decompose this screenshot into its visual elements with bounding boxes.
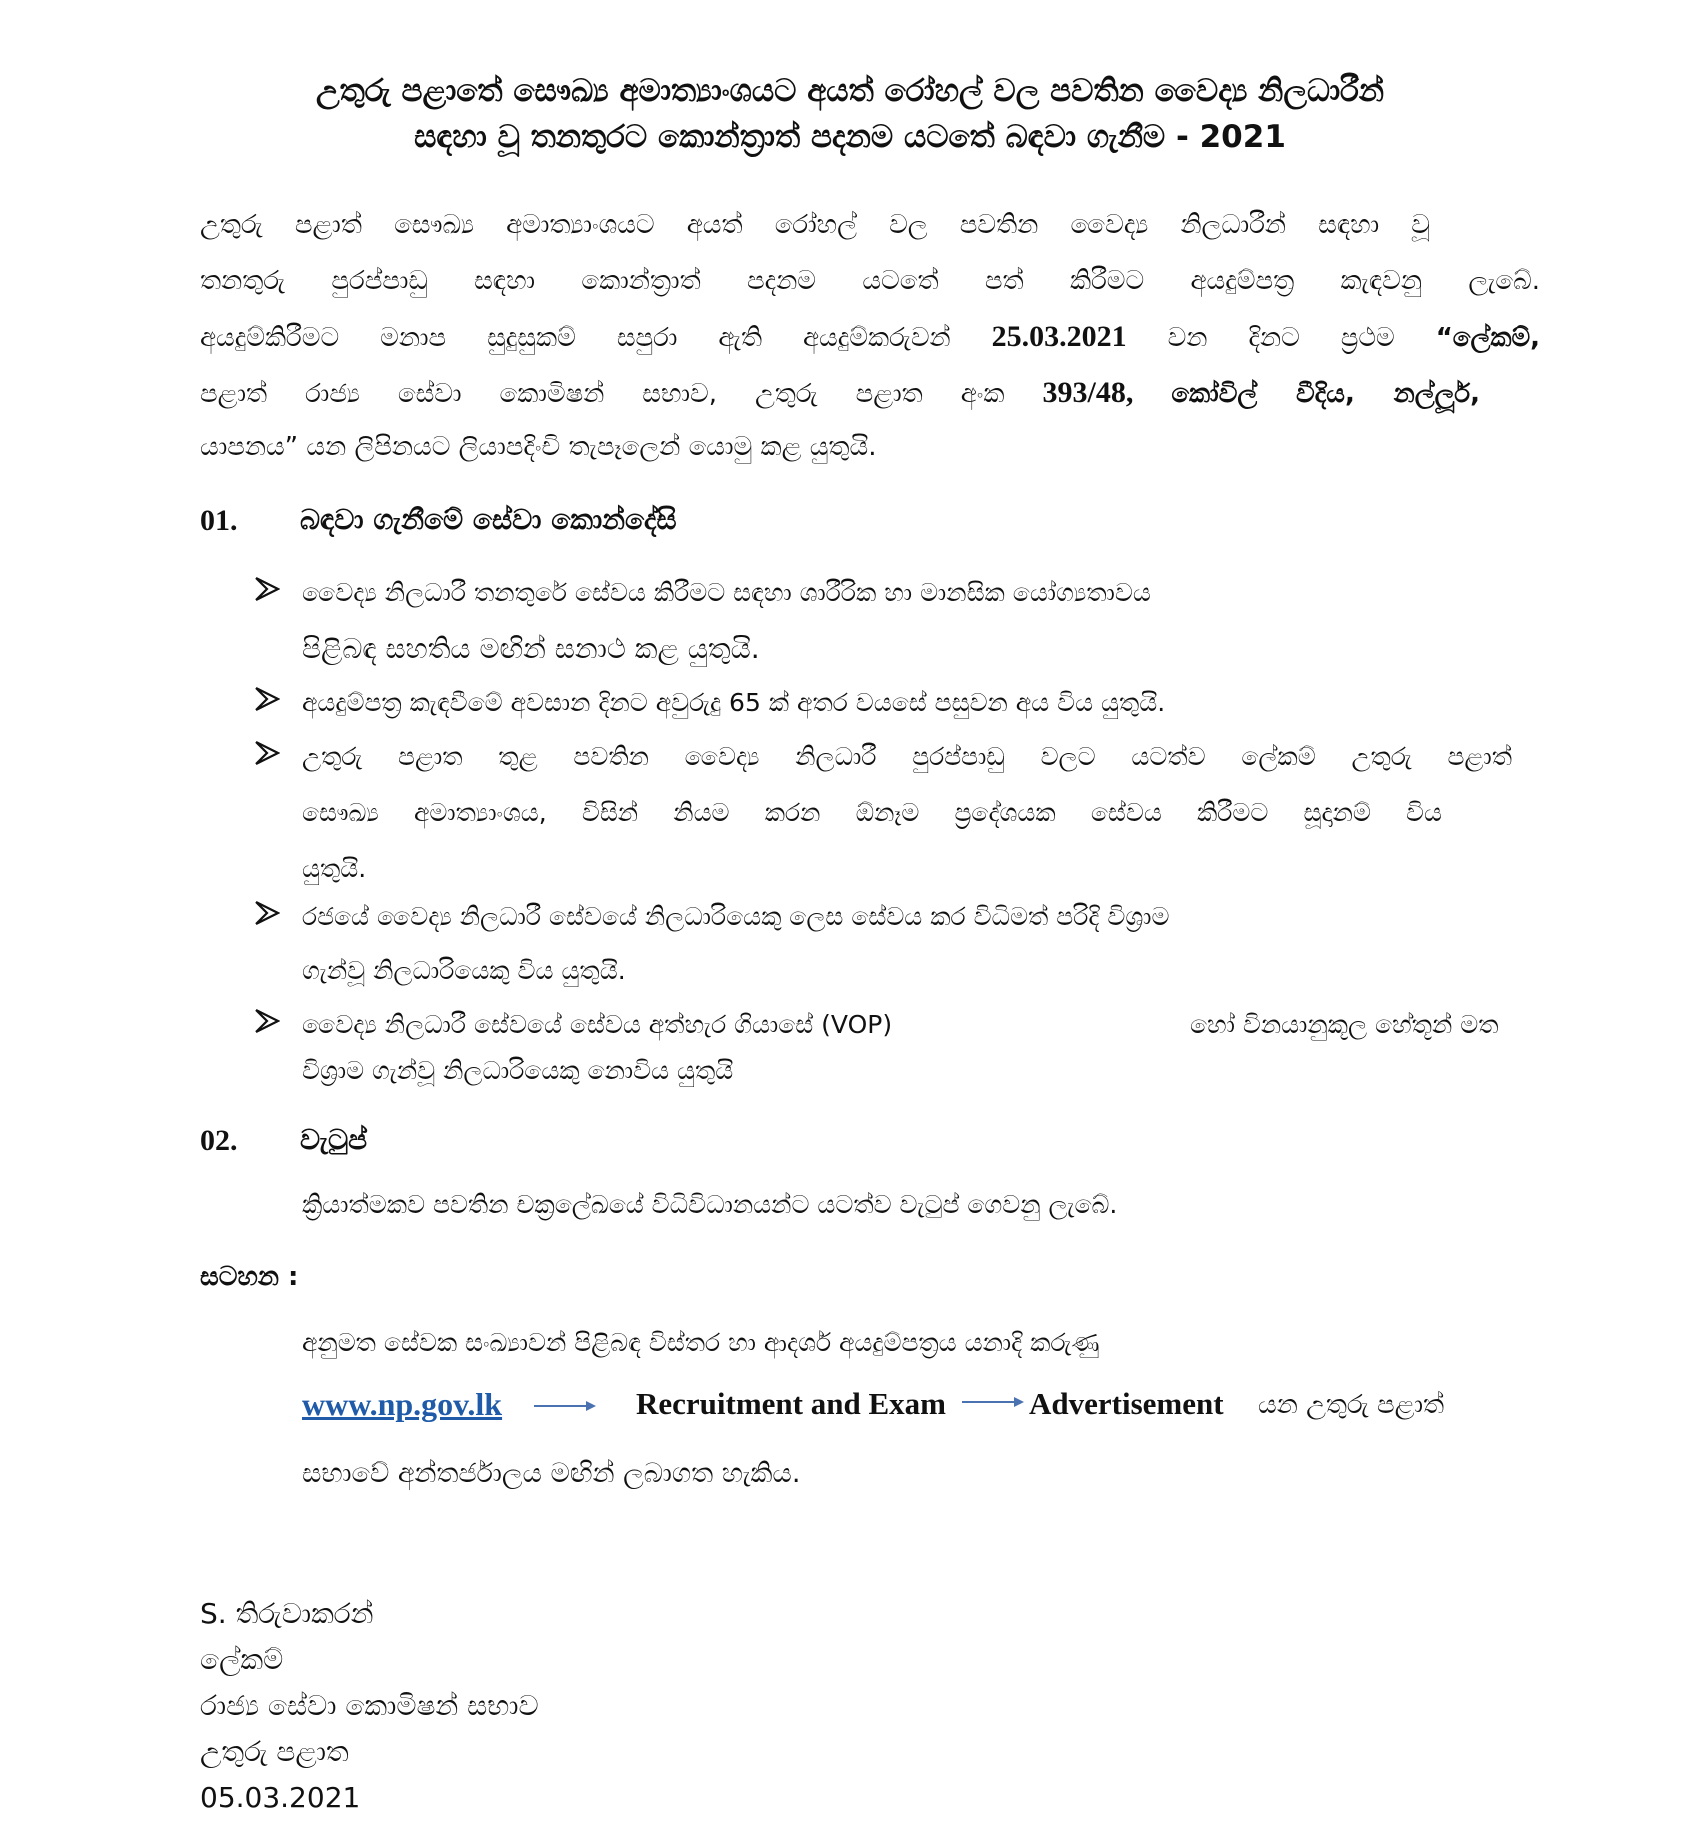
intro-line-2: තනතුරු පුරප්පාඩු සඳහා කොන්ත්‍රාත් පදනම යටතේ පත් කිරීමට අයදුම්පත්‍ර කැඳවනු ලැබේ. (200, 266, 1540, 296)
bullet-5-line-1 (302, 1012, 1642, 1037)
arrowhead-bullet-icon (254, 740, 280, 766)
note-label: සටහන : (200, 1262, 299, 1292)
section-1-heading: බඳවා ගැනීමේ සේවා කොන්දේසි (300, 503, 677, 536)
bullet-2: අයදුම්පත්‍ර කැඳවීමේ අවසාන දිනට අවුරුදු 65 ක් අතර වයසේ පසුවන අය විය යුතුයි. (302, 688, 1166, 717)
intro-line-1: උතුරු පළාත් සෞඛ්‍ය අමාත්‍යාංශයට අයත් රෝහල් වල පවතින වෛද්‍ය නිලධාරීන් සඳහා වූ (200, 210, 1430, 240)
bullet-5-line-2: විශ්‍රාම ගැන්වූ නිලධාරියෙකු නොවිය යුතුයි (302, 1056, 734, 1085)
document-title-line-2: සඳහා වූ තනතුරට කොන්ත්‍රාත් පදනම යටතේ බඳවා ගැනීම - 2021 (414, 119, 1286, 155)
bullet-5-line-1-b: හෝ විනයානුකූල හේතූන් මත (1190, 1010, 1499, 1039)
note-text-2: යන උතුරු පළාත් (1258, 1390, 1445, 1420)
arrowhead-bullet-icon (254, 576, 280, 602)
bullet-5-line-1-a: වෛද්‍ය නිලධාරී සේවයේ සේවය අත්හැර ගියාසේ (VOP) (302, 1010, 893, 1039)
arrowhead-bullet-icon (254, 900, 280, 926)
intro-line-3-c: “ලේකම්, (1435, 323, 1541, 353)
intro-line-3-a: අයදුම්කිරීමට මනාප සුදුසුකම් සපුරා ඇති අයදුම්කරුවන් (200, 323, 951, 353)
bullet-3-line-2: සෞඛ්‍ය අමාත්‍යාංශය, විසින් නියම කරන ඕනෑම ප්‍රදේශයක සේවය කිරීමට සූදානම් විය (302, 798, 1442, 827)
bullet-3-line-3: යුතුයි. (302, 854, 367, 883)
path-recruitment-and-exam: Recruitment and Exam (636, 1386, 946, 1421)
note-link-row (302, 1388, 1542, 1428)
section-2-heading: වැටුප් (300, 1123, 368, 1156)
note-text-3: සභාවේ අන්තර්ජාලය මඟින් ලබාගත හැකිය. (302, 1458, 801, 1489)
section-2-number: 02. (200, 1124, 238, 1157)
signatory-name: S. තිරුවාකරන් (200, 1597, 374, 1630)
intro-line-4-a: පළාත් රාජ්‍ය සේවා කොමිෂන් සභාව, උතුරු පළාත අංක (200, 379, 1005, 409)
signatory-region: උතුරු පළාත (200, 1735, 349, 1768)
bullet-1-line-2: පිළිබඳ සහතිය මඟින් සනාථ කළ යුතුයි. (302, 632, 760, 665)
bullet-3-line-1: උතුරු පළාත තුළ පවතින වෛද්‍ය නිලධාරී පුරප්පාඩු වලට යටත්ව ලේකම් උතුරු පළාත් (302, 742, 1512, 771)
note-text-1: අනුමත සේවක සංඛ්‍යාවන් පිළිබඳ විස්තර හා ආදර්ශ අයදුම්පත්‍රය යනාදි කරුණු (302, 1328, 1100, 1357)
bullet-4-line-1: රජයේ වෛද්‍ය නිලධාරී සේවයේ නිලධාරියෙකු ලෙස සේවය කර විධිමත් පරිදි විශ්‍රාම (302, 902, 1170, 931)
path-advertisement: Advertisement (1029, 1386, 1224, 1421)
document-date: 05.03.2021 (200, 1781, 361, 1814)
document-title-line-1: උතුරු පළාතේ සෞඛ්‍ය අමාත්‍යාංශයට අයත් රෝහල් වල පවතින වෛද්‍ය නිලධාරීන් (315, 73, 1385, 109)
section-2-text: ක්‍රියාත්මකව පවතින චක්‍රලේඛයේ විධිවිධානයන්ට යටත්ව වැටුප් ගෙවනු ලැබේ. (302, 1190, 1118, 1219)
right-arrow-icon (534, 1398, 598, 1414)
signatory-title: ලේකම් (200, 1643, 284, 1676)
address-number: 393/48, (1042, 376, 1134, 409)
bullet-1-line-1: වෛද්‍ය නිලධාරී තනතුරේ සේවය කිරීමට සඳහා ශාරීරික හා මානසික යෝග්‍යතාවය (302, 578, 1151, 607)
section-1-number: 01. (200, 504, 238, 537)
np-website-link[interactable]: www.np.gov.lk (302, 1386, 503, 1422)
intro-line-4 (200, 378, 1480, 408)
closing-date: 25.03.2021 (991, 320, 1127, 353)
intro-line-5: යාපනය” යන ලිපිනයට ලියාපදිංචි තැපෑලෙන් යොමු කළ යුතුයි. (200, 432, 877, 462)
intro-line-4-b: කෝවිල් වීදිය, නල්ලූර්, (1171, 379, 1480, 409)
signatory-organization: රාජ්‍ය සේවා කොමිෂන් සභාව (200, 1689, 539, 1722)
intro-line-3 (200, 322, 1540, 352)
arrowhead-bullet-icon (254, 686, 280, 712)
bullet-4-line-2: ගැන්වූ නිලධාරියෙකු විය යුතුයි. (302, 956, 626, 985)
intro-line-3-b: වන දිනට ප්‍රථම (1167, 323, 1395, 353)
right-arrow-icon (962, 1394, 1026, 1410)
arrowhead-bullet-icon (254, 1008, 280, 1034)
